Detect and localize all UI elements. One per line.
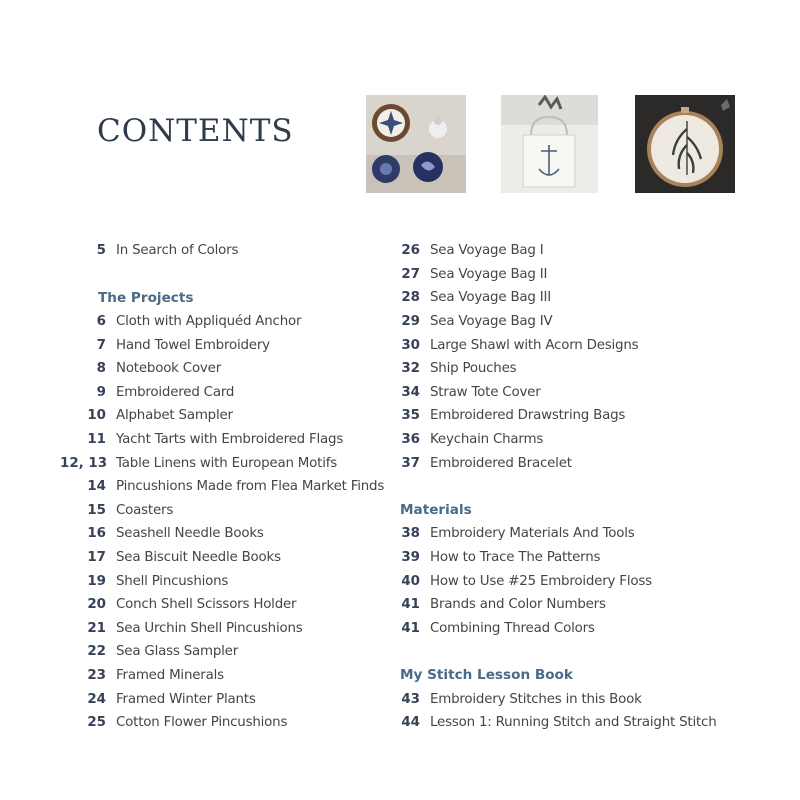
list-item[interactable]: [385, 593, 745, 617]
page-number: 8: [96, 361, 106, 377]
list-item[interactable]: [60, 664, 400, 688]
list-item[interactable]: [60, 428, 400, 452]
entry-title: Coasters: [116, 502, 174, 518]
page-number: 22: [87, 644, 106, 660]
entry-title: Straw Tote Cover: [430, 384, 541, 400]
list-item[interactable]: [385, 263, 745, 287]
list-item[interactable]: [385, 357, 745, 381]
page-number: 12, 13: [60, 455, 108, 471]
entry-title: Lesson 1: Running Stitch and Straight Stitch: [430, 715, 717, 731]
entry-title: Cotton Flower Pincushions: [116, 715, 288, 731]
entry-title: Ship Pouches: [430, 361, 517, 377]
list-item[interactable]: [60, 711, 400, 735]
page-number: 19: [87, 573, 106, 589]
list-item[interactable]: [385, 711, 745, 735]
page-number: 14: [87, 479, 106, 495]
list-item[interactable]: [60, 687, 400, 711]
page-number: 5: [96, 243, 106, 259]
list-item[interactable]: [385, 687, 745, 711]
page-number: 7: [96, 337, 106, 353]
list-item[interactable]: [60, 475, 400, 499]
page-number: 23: [87, 667, 106, 683]
list-item[interactable]: [385, 569, 745, 593]
entry-title: Sea Voyage Bag I: [430, 243, 544, 259]
page-number: 39: [401, 550, 420, 566]
list-item[interactable]: [60, 239, 400, 263]
entry-title: Shell Pincushions: [116, 573, 229, 589]
list-item[interactable]: [60, 404, 400, 428]
section-heading-stitch-lessons: My Stitch Lesson Book: [400, 667, 573, 684]
page-number: 29: [401, 314, 420, 330]
entry-title: Framed Winter Plants: [116, 691, 256, 707]
list-item[interactable]: [60, 593, 400, 617]
entry-title: Keychain Charms: [430, 432, 544, 448]
page-number: 30: [401, 337, 420, 353]
entry-title: Sea Biscuit Needle Books: [116, 550, 281, 566]
page-number: 41: [401, 620, 420, 636]
list-item[interactable]: [385, 404, 745, 428]
entry-title: In Search of Colors: [116, 243, 239, 259]
entry-title: Cloth with Appliquéd Anchor: [116, 314, 302, 330]
tote-bag-photo-icon: [501, 95, 598, 193]
entry-title: Sea Voyage Bag IV: [430, 314, 553, 330]
page-number: 26: [401, 243, 420, 259]
page-number: 44: [401, 715, 420, 731]
list-item[interactable]: [60, 381, 400, 405]
entry-title: Table Linens with European Motifs: [116, 455, 338, 471]
entry-title: Embroidery Stitches in this Book: [430, 691, 642, 707]
entry-title: Yacht Tarts with Embroidered Flags: [116, 432, 344, 448]
entry-title: Embroidery Materials And Tools: [430, 526, 635, 542]
page-number: 28: [401, 290, 420, 306]
hoop-embroidery-photo-icon: [635, 95, 735, 193]
page-number: 36: [401, 432, 420, 448]
pincushions-photo-icon: [366, 95, 466, 193]
list-item[interactable]: [60, 357, 400, 381]
page-number: 17: [87, 550, 106, 566]
page-number: 38: [401, 526, 420, 542]
list-item[interactable]: [60, 569, 400, 593]
entry-title: Embroidered Card: [116, 384, 235, 400]
entry-title: Alphabet Sampler: [116, 408, 233, 424]
list-item[interactable]: [60, 546, 400, 570]
page-number: 32: [401, 361, 420, 377]
contents-left-column: [60, 239, 400, 734]
list-item[interactable]: [385, 286, 745, 310]
list-item[interactable]: [385, 239, 745, 263]
page-number: 35: [401, 408, 420, 424]
entry-title: Conch Shell Scissors Holder: [116, 597, 297, 613]
page-number: 25: [87, 715, 106, 731]
section-heading-materials: Materials: [400, 502, 472, 519]
entry-title: Hand Towel Embroidery: [116, 337, 270, 353]
entry-title: Embroidered Drawstring Bags: [430, 408, 626, 424]
entry-title: Embroidered Bracelet: [430, 455, 572, 471]
entry-title: Large Shawl with Acorn Designs: [430, 337, 639, 353]
page-number: 43: [401, 691, 420, 707]
list-item[interactable]: [385, 546, 745, 570]
list-item[interactable]: [60, 333, 400, 357]
page-number: 9: [96, 384, 106, 400]
entry-title: Sea Glass Sampler: [116, 644, 239, 660]
contents-right-column: [385, 239, 745, 734]
entry-title: Seashell Needle Books: [116, 526, 264, 542]
entry-title: Sea Urchin Shell Pincushions: [116, 620, 303, 636]
page-number: 10: [87, 408, 106, 424]
page-number: 41: [401, 597, 420, 613]
entry-title: Notebook Cover: [116, 361, 222, 377]
list-item[interactable]: [385, 381, 745, 405]
page-number: 27: [401, 266, 420, 282]
list-item[interactable]: [60, 617, 400, 641]
entry-title: How to Trace The Patterns: [430, 550, 601, 566]
entry-title: Sea Voyage Bag III: [430, 290, 552, 306]
page-number: 24: [87, 691, 106, 707]
section-heading-projects: The Projects: [98, 289, 194, 306]
page-number: 6: [96, 314, 106, 330]
page-title: CONTENTS: [97, 112, 294, 149]
page-number: 20: [87, 597, 106, 613]
list-item[interactable]: [385, 451, 745, 475]
list-item[interactable]: [60, 499, 400, 523]
page-number: 11: [87, 432, 106, 448]
list-item[interactable]: [385, 428, 745, 452]
entry-title: Pincushions Made from Flea Market Finds: [116, 479, 385, 495]
list-item[interactable]: [385, 333, 745, 357]
list-item[interactable]: [60, 451, 400, 475]
list-item[interactable]: [385, 522, 745, 546]
page-number: 16: [87, 526, 106, 542]
list-item[interactable]: [60, 310, 400, 334]
page-number: 15: [87, 502, 106, 518]
list-item[interactable]: [385, 617, 745, 641]
list-item[interactable]: [60, 522, 400, 546]
entry-title: Sea Voyage Bag II: [430, 266, 548, 282]
page-number: 34: [401, 384, 420, 400]
entry-title: Combining Thread Colors: [430, 620, 595, 636]
page-number: 37: [401, 455, 420, 471]
entry-title: Brands and Color Numbers: [430, 597, 606, 613]
entry-title: Framed Minerals: [116, 667, 224, 683]
list-item[interactable]: [385, 310, 745, 334]
page-number: 40: [401, 573, 420, 589]
page-number: 21: [87, 620, 106, 636]
list-item[interactable]: [60, 640, 400, 664]
entry-title: How to Use #25 Embroidery Floss: [430, 573, 652, 589]
